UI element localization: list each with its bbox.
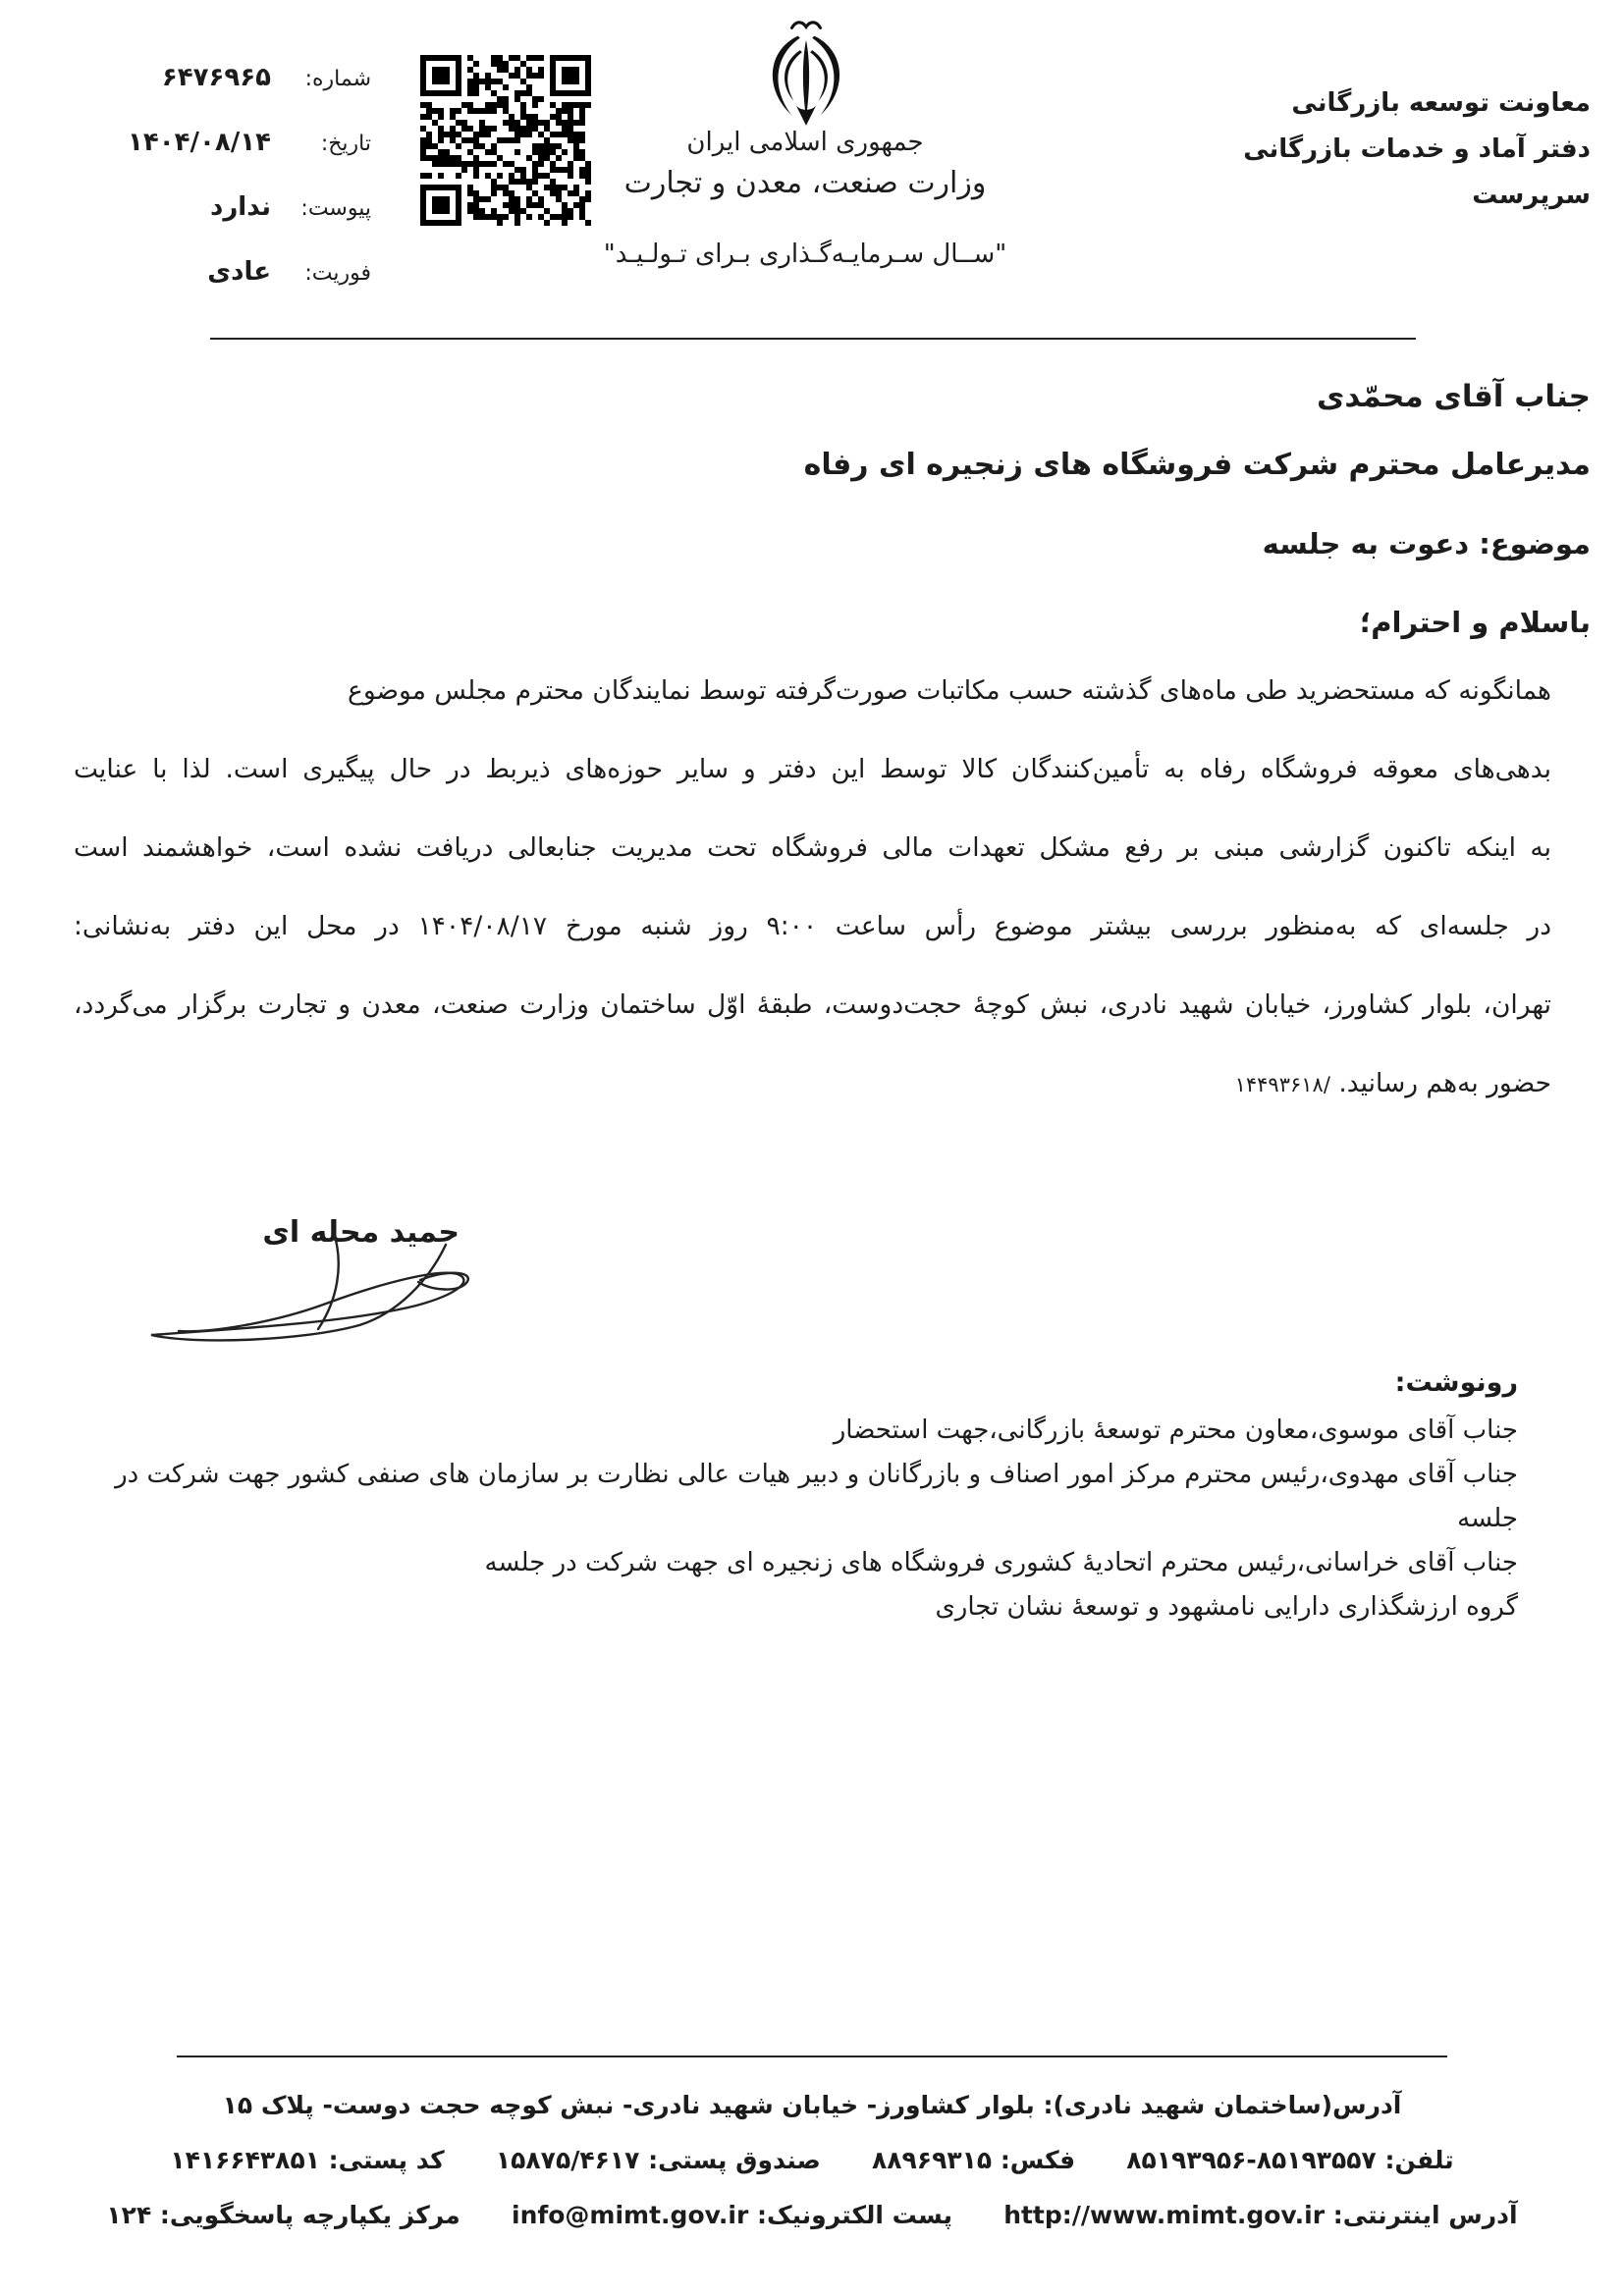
year-slogan: "ســال سـرمایـه‌گـذاری بـرای تـولـیـد" <box>603 240 1007 269</box>
date-label: تاریخ: <box>320 132 371 156</box>
letter-meta-block <box>86 63 371 322</box>
qr-code <box>420 55 591 226</box>
urgency-value: عادی <box>207 257 271 287</box>
meta-row-number <box>86 63 371 92</box>
date-value: ۱۴۰۴/۰۸/۱۴ <box>128 128 271 157</box>
meta-row-urgency <box>86 257 371 287</box>
cc-item-3: جناب آقای خراسانی،رئیس محترم اتحادیۀ کشوری فروشگاه های زنجیره ای جهت شرکت در جلسه <box>484 1548 1518 1577</box>
department-block <box>1243 80 1591 219</box>
meta-row-date <box>86 128 371 157</box>
urgency-label: فوریت: <box>304 261 371 286</box>
reference-number: /۱۴۴۹۳۶۱۸ <box>1234 1073 1330 1096</box>
salutation-line: باسلام و احترام؛ <box>1359 606 1591 639</box>
signature-name: حمید محله ای <box>262 1215 460 1250</box>
iran-emblem-icon <box>752 18 860 133</box>
recipient-title: مدیرعامل محترم شرکت فروشگاه های زنجیره ای رفاه <box>803 448 1591 482</box>
department-line-3: سرپرست <box>1472 181 1591 210</box>
cc-item-1: جناب آقای موسوی،معاون محترم توسعۀ بازرگانی،جهت استحضار <box>833 1415 1518 1445</box>
number-value: ۶۴۷۶۹۶۵ <box>161 63 271 92</box>
cc-block <box>59 1361 1518 1629</box>
cc-item-2: جناب آقای مهدوی،رئیس محترم مرکز امور اصناف و بازرگانان و دبیر هیات عالی نظارت بر سازمان های صنفی کشور جهت شرکت در جلسه <box>115 1460 1518 1533</box>
letterhead-ministry: وزارت صنعت، معدن و تجارت <box>623 166 987 200</box>
body-line-2: بدهی‌های معوقه فروشگاه رفاه به تأمین‌کنندگان کالا توسط این دفتر و سایر حوزه‌های ذیربط در حال پیگیری است. لذا با عنایت <box>74 754 1551 784</box>
signature-block <box>126 1201 509 1359</box>
meta-row-attachment <box>86 192 371 222</box>
letterhead-text <box>589 128 1021 200</box>
closing-text: حضور به‌هم رسانید. <box>1329 1068 1551 1098</box>
attachment-label: پیوست: <box>300 196 371 221</box>
body-line-5: تهران، بلوار کشاورز، خیابان شهید نادری، نبش کوچۀ حجت‌دوست، طبقۀ اوّل ساختمان وزارت صنعت، معدن و تجارت برگزار می‌گردد، <box>74 989 1551 1020</box>
cc-heading: رونوشت: <box>1394 1367 1518 1398</box>
closing-line <box>74 1044 1551 1124</box>
body-line-4: در جلسه‌ای که به‌منظور بررسی بیشتر موضوع رأس ساعت ۹:۰۰ روز شنبه مورخ ۱۴۰۴/۰۸/۱۷ در محل این دفتر به‌نشانی: <box>74 911 1551 941</box>
attachment-value: ندارد <box>209 192 271 222</box>
number-label: شماره: <box>304 67 371 91</box>
body-line-1: همانگونه که مستحضرید طی ماه‌های گذشته حسب مکاتبات صورت‌گرفته توسط نمایندگان محترم مجلس موضوع <box>348 675 1551 706</box>
subject-line: موضوع: دعوت به جلسه <box>1262 527 1591 561</box>
letterhead-country: جمهوری اسلامی ایران <box>686 128 924 157</box>
footer-divider <box>177 2056 1447 2057</box>
recipient-name: جناب آقای محمّدی <box>1317 379 1591 414</box>
body-paragraph <box>74 652 1551 1124</box>
header-divider <box>210 338 1416 340</box>
footer-address: آدرس(ساختمان شهید نادری): بلوار کشاورز- خیابان شهید نادری- نبش کوچه حجت دوست- پلاک ۱۵ <box>222 2091 1402 2119</box>
department-line-2: دفتر آماد و خدمات بازرگانی <box>1243 134 1591 164</box>
department-line-1: معاونت توسعه بازرگانی <box>1291 88 1591 118</box>
footer-online: آدرس اینترنتی: http://www.mimt.gov.ir پست الکترونیک: info@mimt.gov.ir مرکز یکپارچه پاسخگویی: ۱۲۴ <box>106 2201 1518 2229</box>
footer-contacts: تلفن: ۸۵۱۹۳۵۵۷-۸۵۱۹۳۹۵۶ فکس: ۸۸۹۶۹۳۱۵ صندوق پستی: ۱۵۸۷۵/۴۶۱۷ کد پستی: ۱۴۱۶۶۴۳۸۵۱ <box>170 2146 1454 2174</box>
signature-scribble <box>126 1229 509 1357</box>
recipient-block <box>74 379 1591 639</box>
cc-item-4: گروه ارزشگذاری دارایی نامشهود و توسعۀ نشان تجاری <box>935 1592 1518 1622</box>
body-line-3: به اینکه تاکنون گزارشی مبنی بر رفع مشکل تعهدات مالی فروشگاه تحت مدیریت جنابعالی دریافت نشده است، خواهشمند است <box>74 832 1551 863</box>
